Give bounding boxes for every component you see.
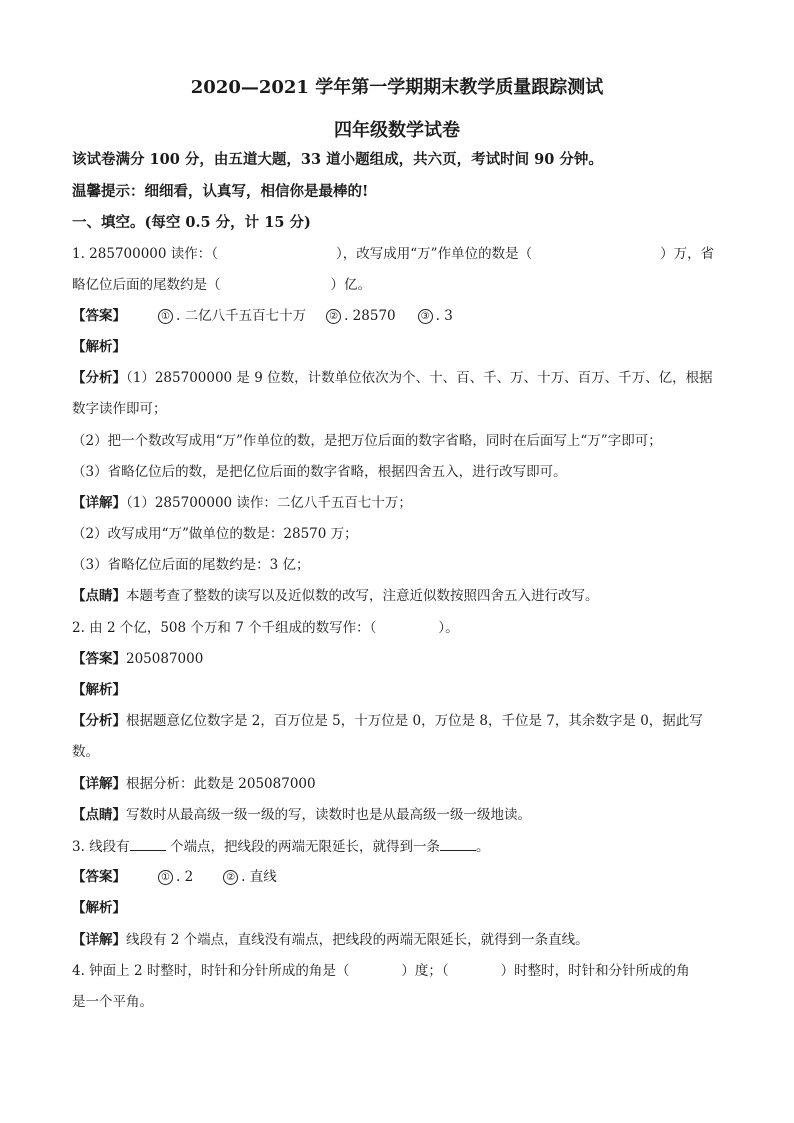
answer-value: 205087000 bbox=[126, 651, 204, 667]
exam-title: 2020—2021 学年第一学期期末教学质量跟踪测试 bbox=[190, 77, 604, 98]
comment-text: 写数时从最高级一级一级的写，读数时也是从最高级一级一级地读。 bbox=[126, 807, 531, 823]
detail-label: 【详解】 bbox=[72, 776, 126, 792]
analysis-text: 数字读作即可； bbox=[72, 401, 167, 417]
circle-number-2: ② bbox=[326, 309, 341, 324]
question-text: 是一个平角。 bbox=[72, 994, 153, 1010]
question-text: ）度；（ bbox=[401, 963, 449, 979]
jiexi-label: 【解析】 bbox=[72, 900, 126, 916]
detail-text: （2）改写成用“万”做单位的数是：28570 万； bbox=[72, 526, 358, 542]
circle-number-1: ① bbox=[158, 309, 173, 324]
analysis-text: 根据题意亿位数字是 2，百万位是 5，十万位是 0，万位是 8，千位是 7，其余数字是 0，据此写 bbox=[126, 713, 703, 729]
answer-label: 【答案】 bbox=[72, 308, 126, 324]
question-3-detail bbox=[72, 930, 589, 950]
question-2-answer bbox=[72, 649, 203, 669]
jiexi-label: 【解析】 bbox=[72, 682, 126, 698]
question-1-detail bbox=[72, 493, 412, 513]
circle-number-2: ② bbox=[223, 870, 238, 885]
analysis-text: （2）把一个数改写成用“万”作单位的数，是把万位后面的数字省略，同时在后面写上“万”字即可； bbox=[72, 433, 662, 449]
exam-tip: 温馨提示：细细看，认真写，相信你是最棒的! bbox=[72, 183, 369, 200]
comment-label: 【点睛】 bbox=[72, 588, 126, 604]
question-1-answer bbox=[72, 306, 453, 326]
answer-label: 【答案】 bbox=[72, 869, 126, 885]
question-text: 1. 285700000 读作：（ bbox=[72, 246, 219, 262]
circle-number-1: ① bbox=[158, 870, 173, 885]
answer-value: . 2 bbox=[176, 869, 194, 885]
question-text: 2. 由 2 个亿，508 个万和 7 个千组成的数写作：（ bbox=[72, 620, 377, 636]
analysis-label: 【分析】 bbox=[72, 713, 126, 729]
question-text: ）亿。 bbox=[330, 277, 371, 293]
question-text: ）。 bbox=[438, 620, 459, 636]
comment-label: 【点睛】 bbox=[72, 807, 126, 823]
analysis-text: （1）285700000 是 9 位数，计数单位依次为个、十、百、千、万、十万、百万、千万、亿，根据 bbox=[126, 370, 713, 386]
answer-blank[interactable] bbox=[130, 836, 166, 851]
question-3-answer bbox=[72, 867, 277, 887]
question-text: 略亿位后面的尾数约是（ bbox=[72, 277, 221, 293]
question-text: ）时整时，时针和分针所成的角 bbox=[500, 963, 690, 979]
answer-blank[interactable] bbox=[440, 836, 476, 851]
question-3 bbox=[72, 836, 489, 857]
analysis-text: 数。 bbox=[72, 744, 99, 760]
question-1-line-2 bbox=[72, 275, 371, 295]
answer-label: 【答案】 bbox=[72, 651, 126, 667]
answer-value: . 二亿八千五百七十万 bbox=[176, 308, 307, 324]
circle-number-3: ③ bbox=[418, 309, 433, 324]
question-2-analysis bbox=[72, 711, 703, 731]
exam-subtitle: 四年级数学试卷 bbox=[334, 120, 460, 141]
jiexi-label: 【解析】 bbox=[72, 339, 126, 355]
question-text: 4. 钟面上 2 时整时，时针和分针所成的角是（ bbox=[72, 963, 350, 979]
question-text: ），改写成用“万”作单位的数是（ bbox=[336, 246, 533, 262]
question-1-analysis bbox=[72, 368, 713, 388]
question-2-comment bbox=[72, 805, 531, 825]
question-text: ）万，省 bbox=[660, 246, 715, 262]
question-text: 个端点，把线段的两端无限延长，就得到一条 bbox=[169, 839, 440, 855]
answer-value: . 3 bbox=[435, 308, 453, 324]
detail-text: 根据分析：此数是 205087000 bbox=[126, 776, 316, 792]
detail-text: （1）285700000 读作：二亿八千五百七十万； bbox=[126, 495, 412, 511]
question-text: 。 bbox=[475, 839, 490, 855]
question-1-line-1 bbox=[72, 244, 714, 264]
question-4-line-1 bbox=[72, 961, 690, 981]
answer-value: . 直线 bbox=[241, 869, 277, 885]
question-1-comment bbox=[72, 586, 599, 606]
answer-value: . 28570 bbox=[344, 308, 396, 324]
analysis-text: （3）省略亿位后的数，是把亿位后面的数字省略，根据四舍五入，进行改写即可。 bbox=[72, 464, 567, 480]
question-2-detail bbox=[72, 774, 316, 794]
detail-text: （3）省略亿位后面的尾数约是：3 亿； bbox=[72, 557, 310, 573]
question-text: 3. 线段有 bbox=[72, 839, 130, 855]
detail-label: 【详解】 bbox=[72, 932, 126, 948]
analysis-label: 【分析】 bbox=[72, 370, 126, 386]
exam-info: 该试卷满分 100 分，由五道大题，33 道小题组成，共六页，考试时间 90 分钟。 bbox=[72, 151, 603, 168]
comment-text: 本题考查了整数的读写以及近似数的改写，注意近似数按照四舍五入进行改写。 bbox=[126, 588, 599, 604]
section-heading: 一、填空。(每空 0.5 分，计 15 分) bbox=[72, 214, 311, 231]
detail-label: 【详解】 bbox=[72, 495, 126, 511]
question-2 bbox=[72, 618, 459, 638]
detail-text: 线段有 2 个端点，直线没有端点，把线段的两端无限延长，就得到一条直线。 bbox=[126, 932, 589, 948]
